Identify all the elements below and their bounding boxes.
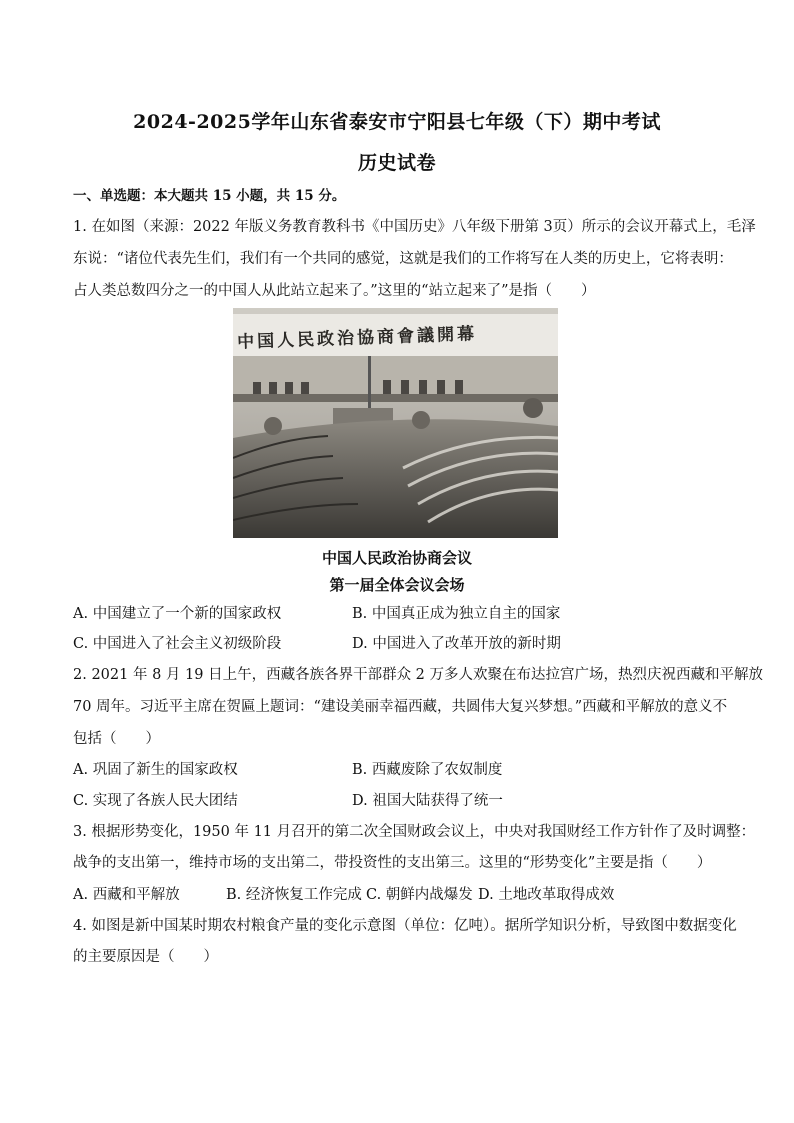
q3-option-b[interactable]: B. 经济恢复工作完成 (226, 887, 362, 903)
q3-option-d[interactable]: D. 土地改革取得成效 (478, 887, 615, 903)
q1-option-b[interactable]: B. 中国真正成为独立自主的国家 (352, 606, 561, 622)
q2-option-d[interactable]: D. 祖国大陆获得了统一 (352, 793, 503, 809)
q3-stem-line1: 3. 根据形势变化，1950 年 11 月召开的第二次全国财政会议上，中央对我国财经工作方针作了及时调整： (73, 824, 756, 840)
section-heading: 一、单选题：本大题共 15 小题，共 15 分。 (73, 188, 346, 204)
q1-option-a[interactable]: A. 中国建立了一个新的国家政权 (73, 606, 282, 622)
cppcc-meeting-photo (233, 308, 558, 538)
q1-stem-line2: 东说：“诸位代表先生们，我们有一个共同的感觉，这就是我们的工作将写在人类的历史上，它将表明： (73, 251, 733, 267)
q3-stem-line2: 战争的支出第一，维持市场的支出第二，带投资性的支出第三。这里的“形势变化”主要是指（ ） (73, 855, 712, 871)
q2-stem-line2: 70 周年。习近平主席在贺匾上题词：“建设美丽幸福西藏，共圆伟大复兴梦想。”西藏和平解放的意义不 (73, 699, 728, 715)
q3-option-a[interactable]: A. 西藏和平解放 (73, 887, 180, 903)
photo-caption-line2: 第一届全体会议会场 (329, 576, 465, 594)
q2-option-b[interactable]: B. 西藏废除了农奴制度 (352, 762, 503, 778)
q2-option-a[interactable]: A. 巩固了新生的国家政权 (73, 762, 238, 778)
q2-stem-line3: 包括（ ） (73, 731, 160, 747)
photo-banner-text: 中国人民政治協商會議開幕 (236, 324, 478, 353)
q1-option-c[interactable]: C. 中国进入了社会主义初级阶段 (73, 636, 282, 652)
exam-subtitle: 历史试卷 (357, 152, 436, 174)
photo-caption-line1: 中国人民政治协商会议 (321, 549, 472, 567)
q2-stem-line1: 2. 2021 年 8 月 19 日上午，西藏各族各界干部群众 2 万多人欢聚在布达拉宫广场，热烈庆祝西藏和平解放 (73, 667, 764, 683)
q4-stem-line2: 的主要原因是（ ） (73, 949, 218, 965)
q1-stem-line3: 占人类总数四分之一的中国人从此站立起来了。”这里的“站立起来了”是指（ ） (73, 283, 596, 299)
q1-stem-line1: 1. 在如图（来源：2022 年版义务教育教科书《中国历史》八年级下册第 3页）所示的会议开幕式上，毛泽 (73, 219, 756, 235)
q2-option-c[interactable]: C. 实现了各族人民大团结 (73, 793, 238, 809)
exam-title: 2024-2025学年山东省泰安市宁阳县七年级（下）期中考试 (133, 111, 661, 133)
q3-option-c[interactable]: C. 朝鲜内战爆发 (366, 887, 473, 903)
q4-stem-line1: 4. 如图是新中国某时期农村粮食产量的变化示意图（单位：亿吨）。据所学知识分析，导致图中数据变化 (73, 918, 737, 934)
q1-option-d[interactable]: D. 中国进入了改革开放的新时期 (352, 636, 561, 652)
